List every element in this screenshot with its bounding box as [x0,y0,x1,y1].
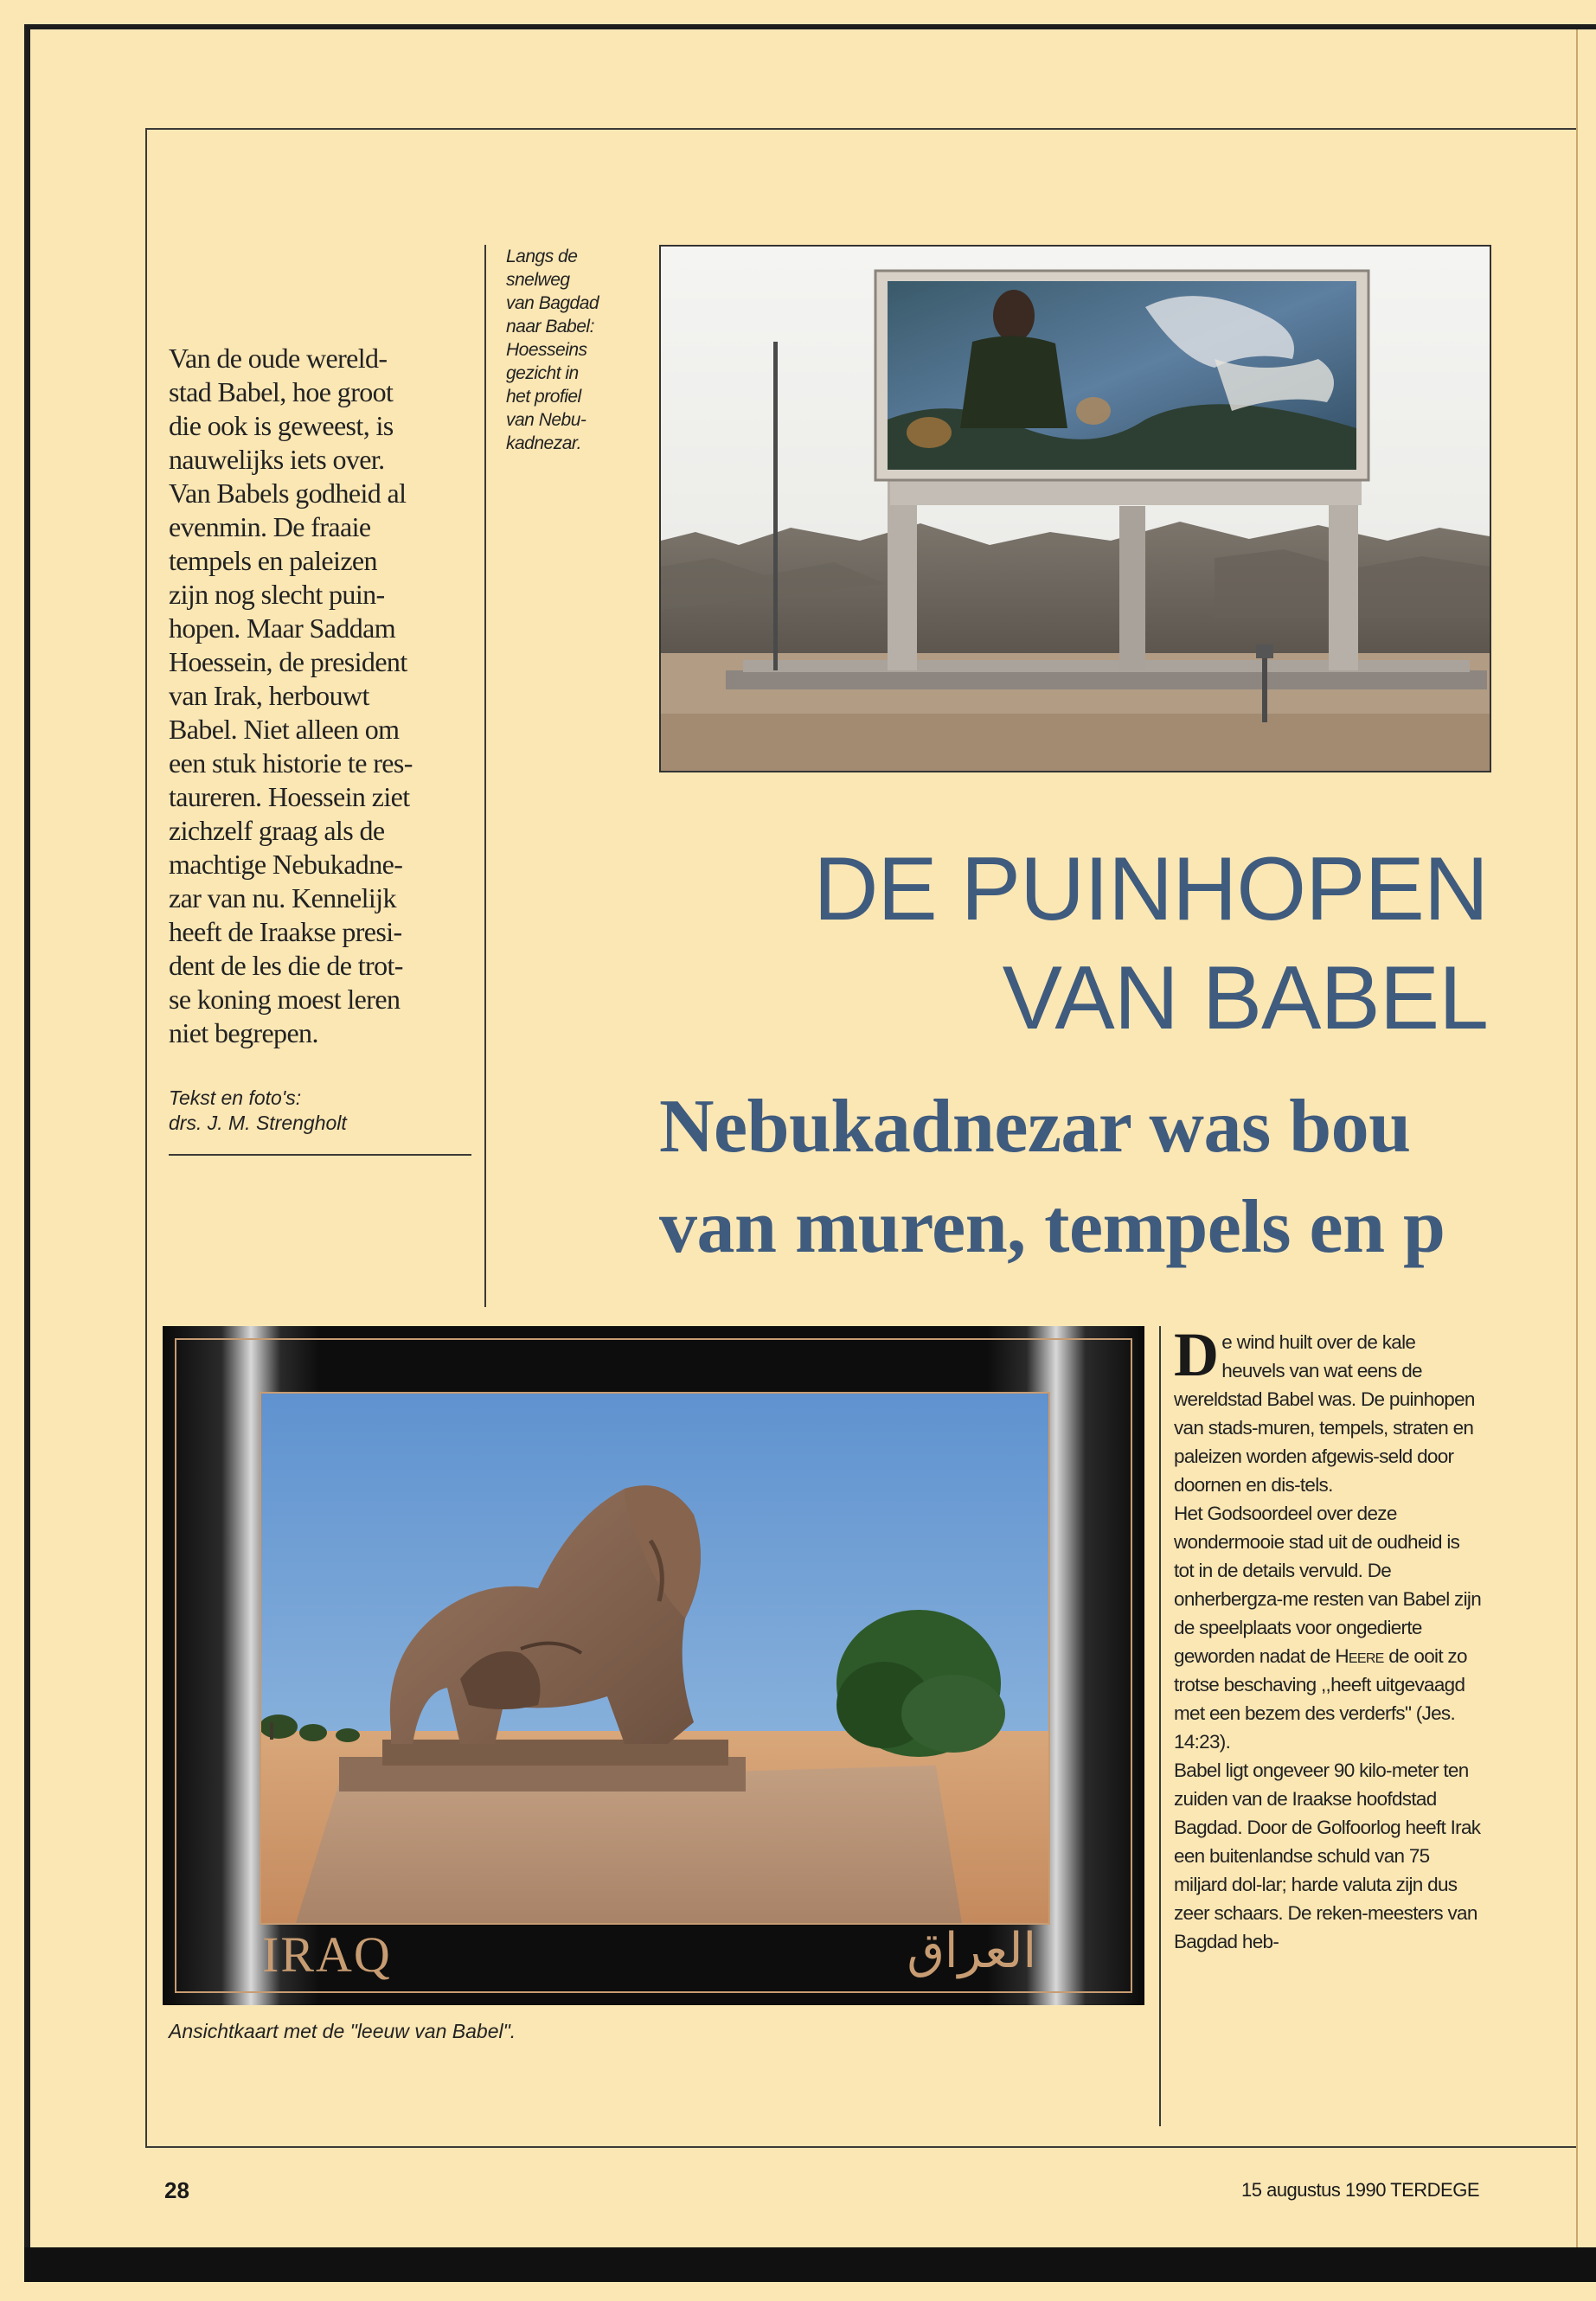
author-credit [169,1086,471,1136]
article-subhead [659,1077,1576,1278]
body-smallcaps-word: Heere [1335,1645,1384,1667]
intro-line: Van de oude wereld- [169,343,388,374]
intro-line: heeft de Iraakse presi- [169,916,402,947]
scan-border-left [24,24,30,2247]
drop-cap: D [1174,1320,1219,1389]
intro-line: een stuk historie te res- [169,747,413,779]
subhead-line: Nebukadnezar was bou [659,1085,1411,1169]
caption-line: het profiel [506,387,581,407]
postcard-label-latin: IRAQ [262,1926,392,1983]
intro-line: zichzelf graag als de [169,815,385,846]
body-column-rule [1159,1326,1161,2126]
caption-line: van Nebu- [506,410,586,430]
credit-label: Tekst en foto's: [169,1086,302,1109]
intro-line: van Irak, herbouwt [169,680,369,711]
body-paragraph [1174,1499,1481,1756]
intro-line: Hoessein, de president [169,646,407,677]
credit-rule [169,1154,471,1156]
billboard-caption [506,245,653,455]
headline-line: DE PUINHOPEN [813,839,1488,939]
body-paragraph: Babel ligt ongeveer 90 kilo-meter ten zuiden van de Iraakse hoofdstad Bagdad. Door de Golfoorlog heeft Irak een buitenlandse schuld van 75 miljard dol-lar; harde valuta zijn dus zeer schaars. De reken-meesters van Bagdad heb- [1174,1759,1481,1952]
body-text-run: e wind huilt over de kale heuvels van wat eens de wereldstad Babel was. De puinhopen van stads-muren, tempels, straten en paleizen worden afgewis-seld door doornen en dis-tels. [1174,1331,1475,1496]
scan-border-bottom [24,2247,1596,2282]
intro-line: Babel. Niet alleen om [169,714,400,745]
intro-line: die ook is geweest, is [169,410,394,441]
top-rule [145,128,1576,130]
postcard-image [163,1326,1144,2005]
intro-line: Van Babels godheid al [169,478,407,509]
body-text-run: de ooit zo trotse beschaving ,,heeft uitgevaagd met een bezem des verderfs" (Jes. 14:23). [1174,1645,1467,1753]
headline-line: VAN BABEL [1002,948,1488,1048]
caption-line: Hoesseins [506,340,587,360]
scan-border-right [1576,29,1596,2282]
caption-line: snelweg [506,270,570,290]
scan-border-top [24,24,1596,29]
caption-line: gezicht in [506,363,579,383]
subhead-line: van muren, tempels en p [659,1185,1445,1269]
credit-author: drs. J. M. Strengholt [169,1112,347,1134]
article-headline [657,835,1488,1053]
billboard-photo [659,245,1491,772]
intro-line: evenmin. De fraaie [169,511,371,542]
intro-paragraph [169,342,480,1050]
intro-line: hopen. Maar Saddam [169,612,396,644]
intro-line: zijn nog slecht puin- [169,579,385,610]
intro-line: taureren. Hoessein ziet [169,781,410,812]
intro-line: machtige Nebukadne- [169,849,403,880]
caption-line: naar Babel: [506,317,594,336]
bottom-rule [145,2146,1576,2148]
caption-line: kadnezar. [506,433,581,453]
intro-line: se koning moest leren [169,984,401,1015]
left-margin-rule [145,128,147,2148]
intro-line: dent de les die de trot- [169,950,403,981]
intro-line: stad Babel, hoe groot [169,376,394,407]
postcard-caption: Ansichtkaart met de "leeuw van Babel". [169,2020,516,2042]
page-number: 28 [164,2177,189,2203]
intro-line: nauwelijks iets over. [169,444,385,475]
intro-line: tempels en paleizen [169,545,377,576]
postcard-label-arabic: العراق [907,1923,1036,1979]
intro-line: niet begrepen. [169,1017,318,1048]
caption-line: van Bagdad [506,293,599,313]
body-paragraph [1174,1320,1481,1499]
intro-line: zar van nu. Kennelijk [169,882,396,913]
article-body [1174,1320,1482,1956]
issue-date-footer: 15 augustus 1990 TERDEGE [1241,2179,1479,2201]
caption-line: Langs de [506,247,578,266]
column-divider-rule [484,245,486,1307]
body-text-run: Het Godsoordeel over deze wondermooie stad uit de oudheid is tot in de details vervuld. De onherbergza-me resten van Babel zijn de speelplaats voor ongedierte geworden nadat de [1174,1503,1482,1667]
lion-of-babylon-photo [260,1392,1050,1925]
